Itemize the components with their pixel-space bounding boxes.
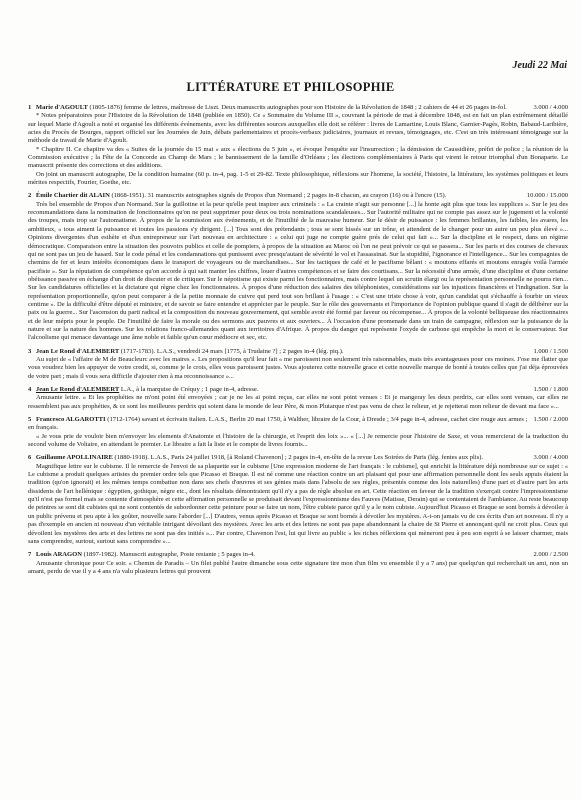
lot-description: (1868-1951). 31 manuscrits autographes signés de Propos d'un Normand ; 2 pages in-8 chacun, au crayon (16) ou à l'encre (15). <box>111 192 447 200</box>
lot-description: (1880-1918). L.A.S., Paris 24 juillet 1918, [à Roland Chavenon] ; 2 pages in-4, en-tête de la revue Les Soirées de Paris (lég. fentes aux plis). <box>114 454 484 462</box>
lot-estimate: 10.000 / 15.000 <box>526 192 568 200</box>
lot-author: Émile Chartier dit ALAIN <box>35 192 110 200</box>
lot-author: Francesco ALGAROTTI <box>35 416 106 424</box>
lot-number: 1 <box>28 104 32 111</box>
lot-estimate: 3.000 / 4.000 <box>533 104 568 111</box>
lot-number: 7 <box>28 551 32 559</box>
lot-description: L.A., à la marquise de Créquy ; 1 page in-4, adresse. <box>120 386 259 393</box>
lot-description: (1717-1783). L.A.S., vendredi 24 mars [1775, à Trudaine ?] ; 2 pages in-4 (lég. piq.). <box>120 347 344 355</box>
lot-estimate: 1.000 / 1.500 <box>533 347 568 355</box>
lot-paragraph: Magnifique lettre sur le cubisme. Il le remercie de l'envoi de sa plaquette sur le cubisme [Une expression moderne de l'art français : le cubisme], qui enrichit la littérature déjà nombreuse sur ce sujet : « Le cubisme a produit quelques artistes du premier ordre tels que Picasso et Braque. Il est né comme une réaction contre un art plaisant qui pour une affirmation personnelle dont les seuls appuis étaient la tradition (qu'on ignorait) et les mêmes temps combattue non dans ses chefs d'œuvres et ses génies mais dans l'absolu de ses règles, présentés comme des lois naturelles) d'une part et d'autre part les arts dissidents de l'art hellénique : égyptien, gothique, nègre etc., dont les résultats démontraient qu'il n'y a pas de règle absolue en art. Cette réaction en faveur de la tradition s'exerçait contre l'impressionnisme qu'il n'est pas formel mais se contente d'atmosphère et cette affirmation personnelle se produisait devant l'expressionnisme des Fauves (Matisse, Derain) qui se contentaient de l'ambiance. Au reste beaucoup de peintres se sont dit cubistes qui ne sont contentés de subordonner cette peinture pour se faire un nom, l'être cubiste parce qu'il y a le nom cubiste. Aujourd'hui Picasso et Braque se sont bornés à dévoiler à un public prévenu et peu apte à les goûter, nouvelle sans l'aborder [...] D'autres, venus après Picasso et Braque se sont bornés à dévoiler les mystères. A-t-on jamais vu de ces écrits d'un art nouveau. Il n'y a pas d'exemple en ancien ni nouveau d'un véritable intrigant dévoilant des mystères. Avec les arts et des lettres ne sont pas pape abandonnant la chaire de St Pierre et annonçant qu'il ne croit plus. Ceux qui dévoilent les mystères des arts et des lettres ne sont pas des initiés »... Par contre, Chavenon l'est, lui qui livre au public « les riches réflexions qui mèneront peu à peu son esprit à se laisser charmer, mais sans comprendre, surtout, surtout sans comprendre »... <box>28 462 568 545</box>
lot-entry <box>28 454 568 546</box>
lot-entry <box>28 386 568 411</box>
lot-author: Guillaume APOLLINAIRE <box>35 454 113 462</box>
lot-paragraph: * Chapitre II. Ce chapitre va des « Suites de la journée du 15 mai » aux « élections du 5 juin », et évoque l'enquête sur l'insurrection ; la démission de Caussidière, préfet de police ; la réunion de la Commission exécutive ; la Fête de la Concorde au Champ de Mars ; le bannissement de la famille d'Orléans ; les élections complémentaires à Paris qui virent le retour triomphal d'un Bonaparte. Le manuscrit présente des corrections et des additions. <box>28 145 568 170</box>
lot-author: Marie d'AGOULT <box>35 104 88 111</box>
lot-entry <box>28 348 568 381</box>
lot-estimate: 3.000 / 4.000 <box>533 454 568 462</box>
lot-number: 3 <box>28 347 32 355</box>
lot-number: 2 <box>28 192 32 200</box>
lot-entry <box>28 104 568 187</box>
lot-paragraph: Au sujet de « l'affaire de M de Beaucleurc avec les maires ». Les propositions qu'il leur fait « me paroissent non seulement très raisonnables, mais très avantageuses pour ces moines. J'ose me flatter que vous voudrez bien les appuyer de votre credit, si, comme je le crois, elles vous paroissent justes. Vous ajouterez cette nouvelle grace et cette nouvelle marque de bonté à toutes celles que j'ai déja éprouvées de votre part ; mais il vous sera difficile d'ajouter rien à ma reconnoissance »... <box>28 355 568 380</box>
lot-paragraph: « Je vous prie de vouloir bien m'envoyer les elements d'Anatomie et l'histoire de la chirurgie, et l'esprit des loix »... « [...] Je remercie pour l'histoire de Saxe, et vous remercierai de la traduction du second volume de Voltaire, en attendant le premier. Le libraire a fait la liste et le compte de livres fournis... <box>28 432 568 449</box>
lot-paragraph: Amusante lettre. « Et les prophéties ne m'ont point été envoyées ; car je ne les ai point reçus, car elles ne sont point venues : Et je mangeray les deux perdrix, car elles sont venues, car elles ne ressemblent pas aux prophéties, & ce sont les meilleures perdrix qui soient dans le monde de leur Père, & mon Plutarque n'est pas venu de chez le relieur, et je rejetterai mon relieur de devant ma face »... <box>28 394 568 410</box>
lot-description: (1897-1982). Manuscrit autographe, Poste restante ; 5 pages in-4. <box>83 551 256 559</box>
lot-paragraph: Amusante chronique pour Ce soir. « Chemin de Paradis – Un filet publié l'autre dimanche sous cette signature tire mon d'un film vu ensemble il y a 7 ans) par quelqu'un qui recherchait un ami, non un amant, perdu de vue il y a 4 ans n'a valu plusieurs lettres qui prouvent <box>28 559 568 575</box>
lot-description: (1805-1876) femme de lettres, maîtresse de Liszt. Deux manuscrits autographes pour son Histoire de la Révolution de 1848 ; 2 cahiers de 44 et 26 pages in-fol. <box>89 104 507 111</box>
lot-paragraph: * Notes préparatoires pour l'Histoire de la Révolution de 1848 (publiée en 1850). Ce « Sommaire du Volume III », couvrant la période de mai à décembre 1848, est en fait un plan extrêmement détaillé sur lequel Marie d'Agoult a noté et organisé les différents événements, avec les différentes sources auxquelles elle doit se référer : livres de Lamartine, Louis Blanc, Garnier-Pagès, Robin, Babaud-Laribière, actes du Procès de Bourges, rapport officiel sur les Journées de Juin, débats parlementaires et procès-verbaux judiciaires, journaux et revues, témoignages, etc. C'est un très intéressant témoignage sur la méthode de travail de Marie d'Agoult. <box>28 112 568 145</box>
lot-author: Jean Le Rond d'ALEMBERT <box>35 347 120 355</box>
lot-estimate: 1.500 / 2.000 <box>533 416 568 424</box>
lot-entry <box>28 416 568 449</box>
lot-description: (1712-1764) savant et écrivain italien. L.A.S., Berlin 20 mai 1750, à Walther, libraire de la Cour, à Dresde ; 3/4 page in-4, adresse, cachet cire rouge aux armes ; en français. <box>28 416 528 432</box>
sale-date: Jeudi 22 Mai <box>512 60 567 71</box>
lot-paragraph: Très bel ensemble de Propos d'un Normand. Sur la guillotine et la peur qu'elle peut inspirer aux criminels : « La crainte n'agit sur personne [...] la honte agit plus que tous les supplices ». Sur le jeu des recommandations dans la nomination de fonctionnaires qu'on ne peut supprimer pour deux ou trois nominations scandaleuses... Sur l'autorité militaire qui ne compte pas assez sur le jugement et la volonté des troupes, mais trop sur l'automatisme. À propos de la soumission aux événements, et de l'inutilité de la mauvaise humeur. Sur le désir de puissance : les femmes brillantes, les faibles, les avares, les ambitieux, « tous aiment la puissance et toutes les passions s'y dirigent. [...] Tous sont des prétendants ; tous se sont hissés sur un trône, et attendent de le changer pour un autre un peu plus élevé »... Opinions divergentes d'un esthète et d'un entrepreneur sur l'art nouveau en architecture : « celui qui juge ne compte guère prés de celui qui fait »... Sur la discipline et le respect, dans un régime démocratique. Comparaison entre la situation des pouvoirs publics et celle de pompiers, à propos de la situation au Maroc où l'on ne peut prévoir ce qui se passera... Sur les paris et des courses de chevaux qui ne sont pas un jeu de hasard. Sur le code pénal et les condamnations qui punissent avec presqu'autant de sévérité le vol et l'assassinat. Sur la stupidité, l'ignorance et l'intelligence... Sur les compagnies de chemins de fer et leurs intérêts économiques dans le transport de voyageurs ou de marchandises... Sur les tactiques de café et le pacifisme bêlant : « moutons effarés et moutons enragés voilà l'armée pacifiste ». Sur la réputation de compétence qu'on accorde à qui sait manier les chiffres, louer d'autres compétences et se faire des courtisans... Sur la nécessité d'une armée, d'une discipline et d'une certaine obéissance passive en échange d'un droit de discuter et de critiquer. Sur le népotisme qui existe parmi les fonctionnaires, mais contre lequel un scrutin élargi ou la représentation personnelle ne pourra rien... Sur les candidatures officielles et la dictature qui règne chez les fonctionnaires. À propos d'une réduction des salaires des téléphonistes, considérations sur les injustices financières et l'indignation. Sur la représentation proportionnelle, qu'on peut comparer à de la petite monnaie de cuivre qui perd tout son brillant à l'usage : « C'est une triste chose à voir, qu'un candidat qui s'échauffe à fourbir un vieux centime ». De la difficulté d'être député et ministre, et de savoir se faire entendre et apprécier par le peuple. Sur le rôle des gouvernants et l'importance de l'opinion publique quand il s'agit de délibérer sur la paix ou la guerre... Sur l'ascension du parti radical et la composition du nouveau gouvernement, qui semble avoir été formé par faveur ou récompense... À propos de la volonté belliqueuse des réactionnaires et de leur mépris pour le peuple. De l'inutilité de faire la morale ou des sermons aux pauvres et aux ouvriers... À l'occasion d'une promenade dans un train de campagne, réflexion sur la puissance de la nature et sur la nature des hommes. Sur les relations franco-allemandes quant aux territoires d'Afrique. À propos du danger qui représente l'oxyde de carbone qui empêche la mort et le conservateur. Sur l'alcoolisme qui menace davantage une âme noble et faible qu'un cœur médiocre et sec, etc. <box>28 200 568 342</box>
lot-number: 6 <box>28 454 32 462</box>
lot-estimate: 1.500 / 1.800 <box>533 386 568 393</box>
lot-author: Louis ARAGON <box>35 551 82 559</box>
lot-estimate: 2.000 / 2.500 <box>533 551 568 559</box>
lot-paragraph: On joint un manuscrit autographe, De la condition humaine (60 p. in-4, pag. 1-5 et 29-82. Texte philosophique, réflexions sur l'homme, la société, l'histoire, la littérature, les systèmes politiques et leurs mérites respectifs, Fourier, Goethe, etc. <box>28 170 568 187</box>
lot-entry <box>28 551 568 576</box>
lot-list <box>28 104 568 581</box>
lot-number: 5 <box>28 416 32 424</box>
lot-number: 4 <box>28 386 32 393</box>
lot-entry <box>28 192 568 342</box>
section-title: LITTÉRATURE ET PHILOSOPHIE <box>186 80 395 94</box>
lot-author: Jean Le Rond d'ALEMBERT <box>35 386 120 393</box>
